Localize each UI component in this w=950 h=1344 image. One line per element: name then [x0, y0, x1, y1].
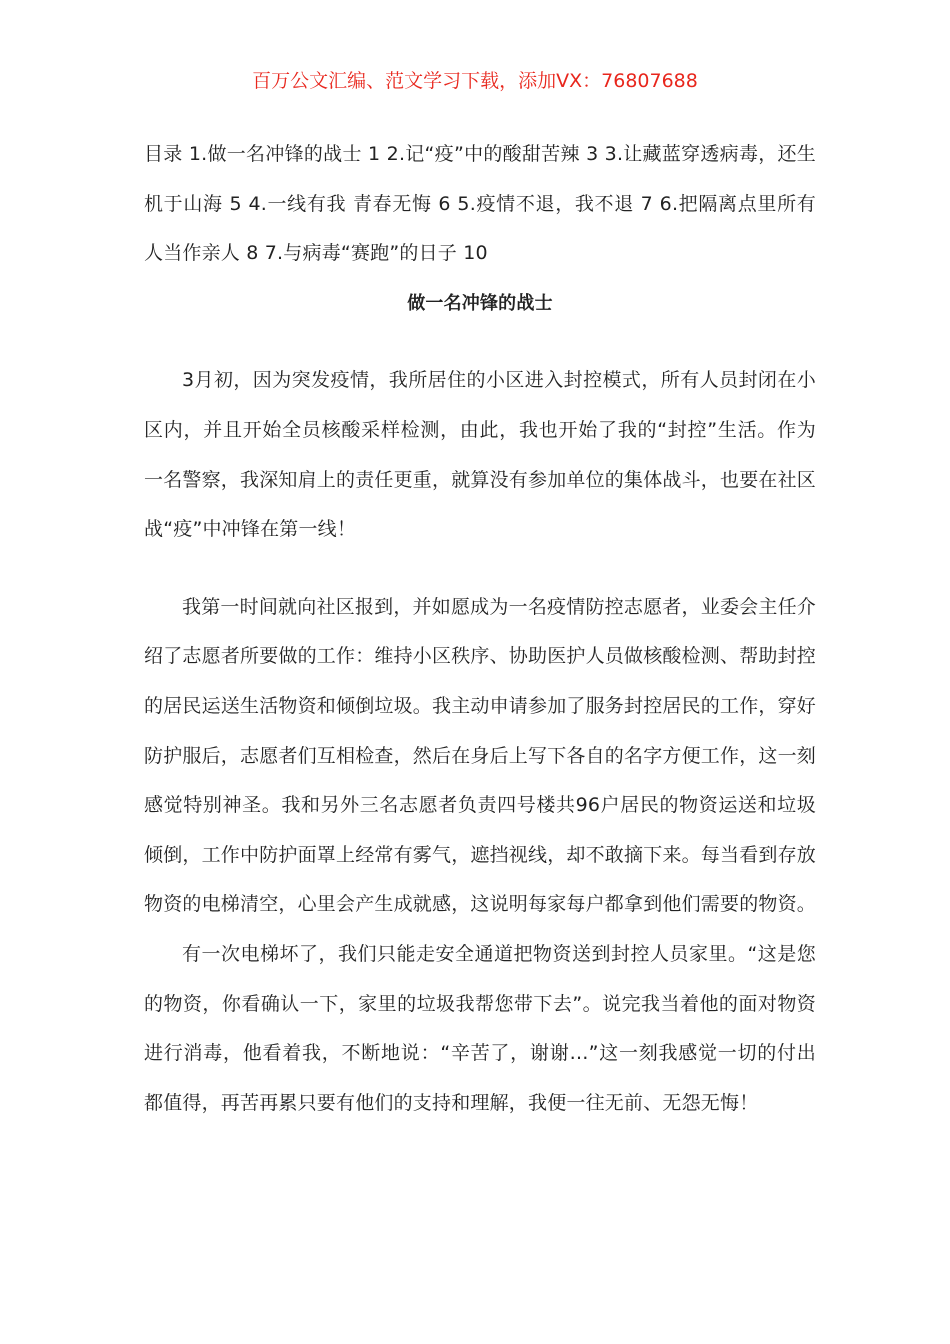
- article-paragraph-2: 我第一时间就向社区报到，并如愿成为一名疫情防控志愿者，业委会主任介绍了志愿者所要做的工作：维持小区秩序、协助医护人员做核酸检测、帮助封控的居民运送生活物资和倾倒垃圾。我主动申请参加了服务封控居民的工作，穿好防护服后，志愿者们互相检查，然后在身后上写下各自的名字方便工作，这一刻感觉特别神圣。我和另外三名志愿者负责四号楼共96户居民的物资运送和垃圾倾倒，工作中防护面罩上经常有雾气，遮挡视线，却不敢摘下来。每当看到存放物资的电梯清空，心里会产生成就感，这说明每家每户都拿到他们需要的物资。: [144, 595, 817, 916]
- article-title: 做一名冲锋的战士: [407, 292, 553, 314]
- article-paragraph-3: 有一次电梯坏了，我们只能走安全通道把物资送到封控人员家里。“这是您的物资，你看确认一下，家里的垃圾我帮您带下去”。说完我当着他的面对物资进行消毒，他看着我，不断地说：“辛苦了，谢谢…”这一刻我感觉一切的付出都值得，再苦再累只要有他们的支持和理解，我便一往无前、无怨无悔！: [144, 942, 816, 1114]
- promo-header: 百万公文汇编、范文学习下载，添加VX：76807688: [252, 70, 698, 92]
- table-of-contents: 目录 1.做一名冲锋的战士 1 2.记“疫”中的酸甜苦辣 3 3.让藏蓝穿透病毒，还生机于山海 5 4.一线有我 青春无悔 6 5.疫情不退，我不退 7 6.把隔离点里所有人当作亲人 8 7.与病毒“赛跑”的日子 10: [144, 143, 816, 265]
- document-body: [144, 130, 816, 1128]
- article-paragraph-1: 3月初，因为突发疫情，我所居住的小区进入封控模式，所有人员封闭在小区内，并且开始全员核酸采样检测，由此，我也开始了我的“封控”生活。作为一名警察，我深知肩上的责任更重，就算没有参加单位的集体战斗，也要在社区战“疫”中冲锋在第一线！: [144, 369, 817, 541]
